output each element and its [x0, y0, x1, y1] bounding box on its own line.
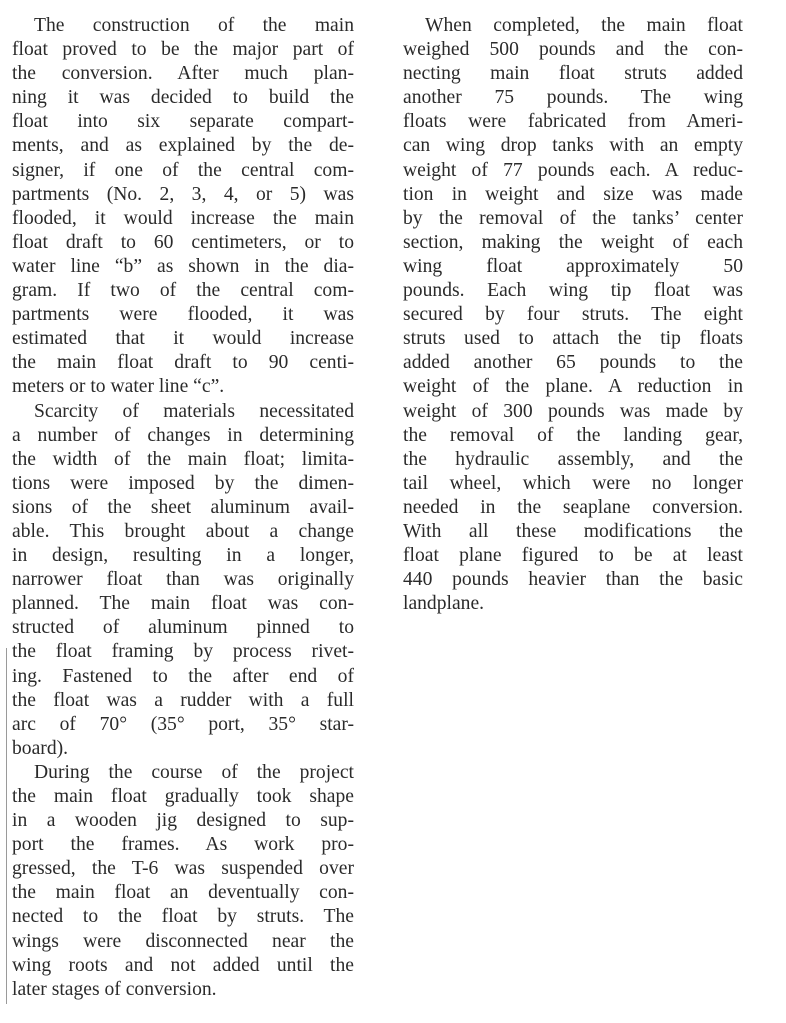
right-column-text-line: landplane.	[403, 593, 485, 615]
right-column-text-line: necting main float struts added	[403, 63, 743, 85]
left-column-text-line: board).	[12, 737, 69, 759]
right-column-text-line: With all these modifications the	[403, 520, 743, 542]
right-column-text-line: When completed, the main float	[425, 15, 743, 36]
left-column-text-line: ments, and as explained by the de-	[12, 135, 354, 157]
right-column-text-line: weight of the plane. A reduction in	[403, 376, 743, 398]
right-column-text-line: floats were fabricated from Ameri-	[403, 111, 743, 133]
left-column-text-line: the conversion. After much plan-	[12, 63, 354, 85]
right-column-text-line: tail wheel, which were no longer	[403, 472, 743, 494]
left-column-text-line: later stages of conversion.	[12, 978, 217, 1000]
margin-rule	[6, 648, 7, 1004]
right-column-text-line: the removal of the landing gear,	[403, 424, 743, 446]
right-column-text-line: struts used to attach the tip floats	[403, 328, 743, 350]
left-column-text-line: a number of changes in determining	[12, 424, 354, 446]
right-column-text-line: float plane figured to be at least	[403, 545, 743, 567]
right-column	[403, 14, 743, 616]
left-column-text-line: port the frames. As work pro-	[12, 834, 354, 856]
left-column-text-line: the main float draft to 90 centi-	[12, 352, 354, 374]
left-column-text-line: planned. The main float was con-	[12, 593, 354, 615]
left-column-text-line: float into six separate compart-	[12, 111, 354, 133]
right-column-text-line: needed in the seaplane conversion.	[403, 496, 743, 518]
left-column-text-line: estimated that it would increase	[12, 328, 354, 350]
left-column-text-line: the width of the main float; limita-	[12, 448, 354, 470]
left-column-text-line: arc of 70° (35° port, 35° star-	[12, 713, 354, 735]
right-column-text-line: pounds. Each wing tip float was	[403, 280, 743, 302]
left-column-text-line: the main float gradually took shape	[12, 786, 354, 807]
left-column-text-line: the main float an deventually con-	[12, 882, 354, 904]
right-column-text-line: wing float approximately 50	[403, 255, 743, 277]
left-column-text-line: able. This brought about a change	[12, 520, 354, 542]
right-column-text-line: tion in weight and size was made	[403, 183, 743, 205]
left-column-text-line: in design, resulting in a longer,	[12, 545, 354, 567]
left-column-text-line: water line “b” as shown in the dia-	[12, 255, 354, 277]
right-column-text-line: weight of 77 pounds each. A reduc-	[403, 159, 743, 181]
left-column-text-line: gram. If two of the central com-	[12, 280, 354, 302]
left-column-text-line: sions of the sheet aluminum avail-	[12, 496, 354, 518]
left-column-text-line: signer, if one of the central com-	[12, 159, 354, 181]
right-column-text-line: added another 65 pounds to the	[403, 352, 743, 374]
left-column-text-line: ning it was decided to build the	[12, 87, 354, 109]
right-column-text-line: section, making the weight of each	[403, 231, 743, 253]
left-column-text-line: in a wooden jig designed to sup-	[12, 810, 354, 832]
left-column-text-line: meters or to water line “c”.	[12, 376, 225, 398]
left-column-text-line: float proved to be the major part of	[12, 39, 354, 61]
left-column-text-line: gressed, the T-6 was suspended over	[12, 858, 354, 880]
left-column-text-line: During the course of the project	[34, 761, 354, 783]
left-column-text-line: Scarcity of materials necessitated	[34, 400, 354, 422]
right-column-text-line: weighed 500 pounds and the con-	[403, 39, 743, 61]
left-column-text-line: flooded, it would increase the main	[12, 207, 354, 229]
left-column-text-line: wing roots and not added until the	[12, 954, 354, 976]
left-column-text-line: the float was a rudder with a full	[12, 689, 354, 711]
left-column-text-line: partments (No. 2, 3, 4, or 5) was	[12, 183, 354, 205]
right-column-text-line: 440 pounds heavier than the basic	[403, 569, 743, 591]
left-column-text-line: narrower float than was originally	[12, 569, 354, 591]
left-column-text-line: ing. Fastened to the after end of	[12, 665, 354, 687]
right-column-text-line: can wing drop tanks with an empty	[403, 135, 743, 157]
left-column-text-line: the float framing by process rivet-	[12, 641, 354, 663]
left-column-text-line: structed of aluminum pinned to	[12, 617, 354, 639]
right-column-text-line: the hydraulic assembly, and the	[403, 448, 743, 470]
left-column-text-line: wings were disconnected near the	[12, 930, 354, 952]
right-column-text-line: another 75 pounds. The wing	[403, 87, 743, 109]
left-column-text-line: partments were flooded, it was	[12, 304, 354, 326]
left-column-text-line: nected to the float by struts. The	[12, 906, 354, 928]
right-column-text-line: weight of 300 pounds was made by	[403, 400, 743, 422]
left-column	[12, 14, 354, 1002]
left-column-text-line: The construction of the main	[34, 15, 354, 36]
right-column-text-line: by the removal of the tanks’ center	[403, 207, 743, 229]
left-column-text-line: float draft to 60 centimeters, or to	[12, 231, 354, 253]
right-column-text-line: secured by four struts. The eight	[403, 304, 743, 326]
left-column-text-line: tions were imposed by the dimen-	[12, 472, 354, 494]
